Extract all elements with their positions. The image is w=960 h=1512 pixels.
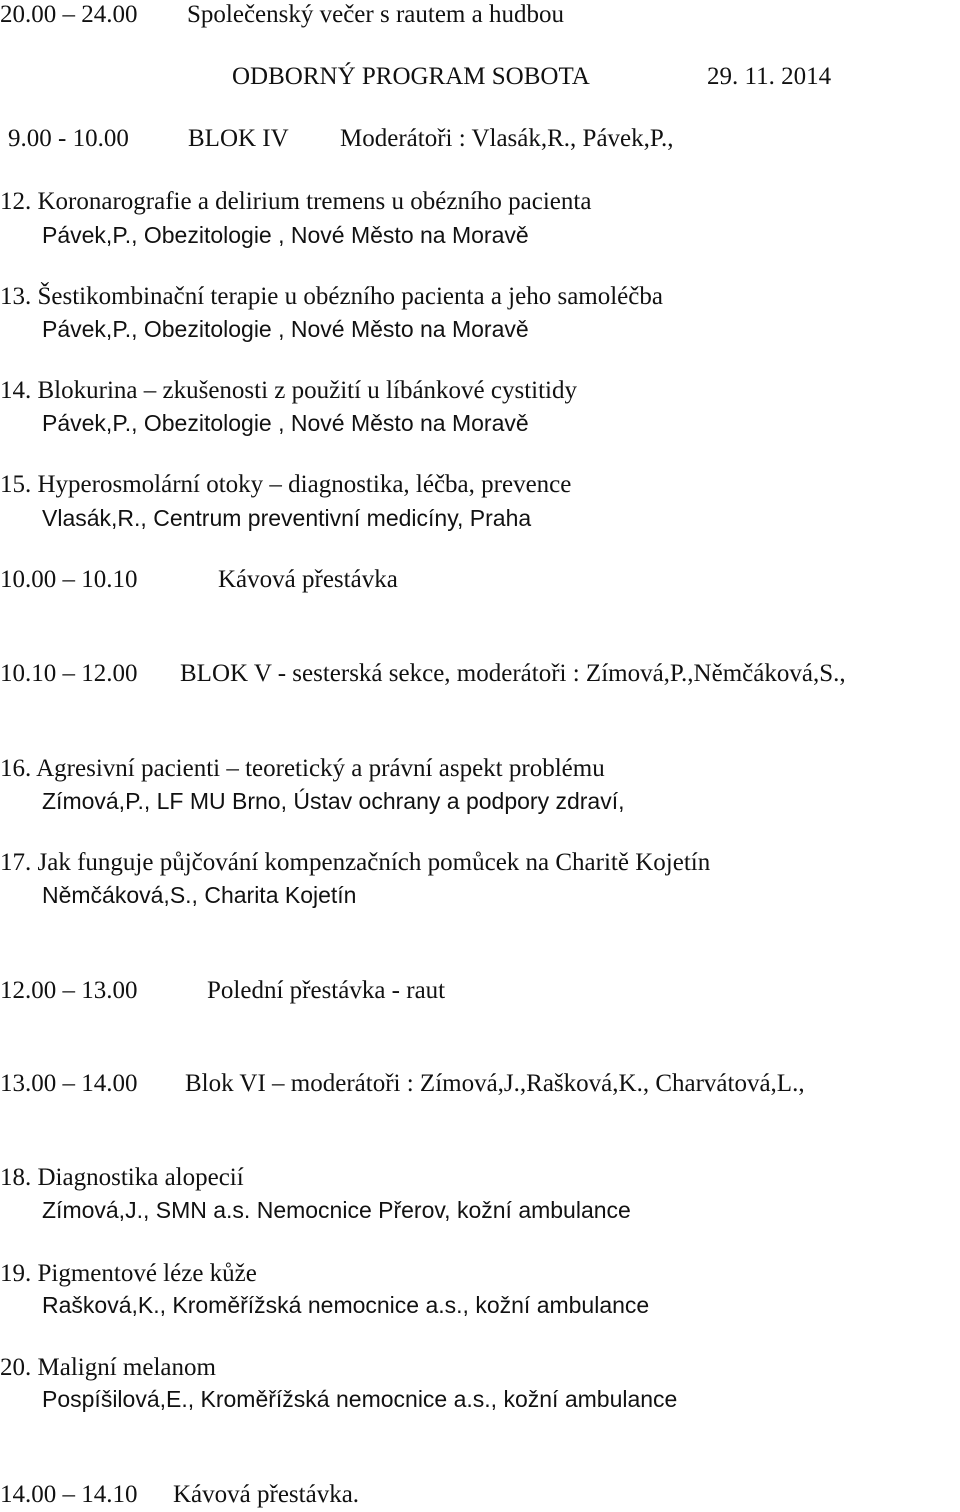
evening-title: Společenský večer s rautem a hudbou bbox=[187, 1, 564, 28]
talk-title: 14. Blokurina – zkušenosti z použití u líbánkové cystitidy bbox=[0, 377, 578, 404]
talk-author: Pávek,P., Obezitologie , Nové Město na Moravě bbox=[42, 410, 529, 436]
block5-row bbox=[0, 659, 958, 689]
block6-text: Blok VI – moderátoři : Zímová,J.,Rašková,K., Charvátová,L., bbox=[185, 1070, 805, 1097]
talk-title: 15. Hyperosmolární otoky – diagnostika, léčba, prevence bbox=[0, 471, 572, 498]
coffee-break-row bbox=[0, 1480, 360, 1510]
saturday-title: ODBORNÝ PROGRAM SOBOTA bbox=[232, 63, 590, 90]
block6-time: 13.00 – 14.00 bbox=[0, 1070, 138, 1097]
talk-author: Zímová,P., LF MU Brno, Ústav ochrany a podpory zdraví, bbox=[42, 788, 625, 814]
talk-author: Pospíšilová,E., Kroměřížská nemocnice a.s., kožní ambulance bbox=[42, 1386, 678, 1412]
talk-title: 12. Koronarografie a delirium tremens u obézního pacienta bbox=[0, 188, 592, 215]
talk-author: Pávek,P., Obezitologie , Nové Město na Moravě bbox=[42, 316, 529, 342]
talk-title: 20. Maligní melanom bbox=[0, 1354, 216, 1381]
talk-author: Vlasák,R., Centrum preventivní medicíny, Praha bbox=[42, 505, 532, 531]
lunch-break-label: Polední přestávka - raut bbox=[207, 977, 446, 1004]
lunch-break-time: 12.00 – 13.00 bbox=[0, 977, 138, 1004]
talk-title: 19. Pigmentové léze kůže bbox=[0, 1260, 257, 1287]
talk-title: 18. Diagnostika alopecií bbox=[0, 1164, 244, 1191]
block5-time: 10.10 – 12.00 bbox=[0, 660, 138, 687]
block6-row bbox=[0, 1069, 918, 1099]
block4-row bbox=[8, 124, 728, 154]
block4-label: BLOK IV bbox=[188, 125, 289, 152]
talk-author: Pávek,P., Obezitologie , Nové Město na Moravě bbox=[42, 222, 529, 248]
lunch-break-row bbox=[0, 976, 446, 1006]
block5-text: BLOK V - sesterská sekce, moderátoři : Zímová,P.,Němčáková,S., bbox=[180, 660, 846, 687]
talk-author: Zímová,J., SMN a.s. Nemocnice Přerov, kožní ambulance bbox=[42, 1197, 631, 1223]
talk-title: 16. Agresivní pacienti – teoretický a právní aspekt problému bbox=[0, 755, 605, 782]
coffee-break-label: Kávová přestávka bbox=[218, 566, 398, 593]
coffee-break-time: 14.00 – 14.10 bbox=[0, 1481, 138, 1508]
coffee-break-label: Kávová přestávka. bbox=[173, 1481, 360, 1508]
talk-title: 13. Šestikombinační terapie u obézního pacienta a jeho samoléčba bbox=[0, 283, 663, 310]
talk-author: Němčáková,S., Charita Kojetín bbox=[42, 882, 357, 908]
evening-row bbox=[0, 0, 564, 30]
block4-moderators: Moderátoři : Vlasák,R., Pávek,P., bbox=[340, 125, 674, 152]
talk-title: 17. Jak funguje půjčování kompenzačních pomůcek na Charitě Kojetín bbox=[0, 849, 711, 876]
coffee-break-time: 10.00 – 10.10 bbox=[0, 566, 138, 593]
evening-time: 20.00 – 24.00 bbox=[0, 1, 138, 28]
coffee-break-row bbox=[0, 565, 398, 595]
saturday-date: 29. 11. 2014 bbox=[707, 63, 832, 90]
block4-time: 9.00 - 10.00 bbox=[8, 125, 129, 152]
talk-author: Rašková,K., Kroměřížská nemocnice a.s., kožní ambulance bbox=[42, 1292, 650, 1318]
